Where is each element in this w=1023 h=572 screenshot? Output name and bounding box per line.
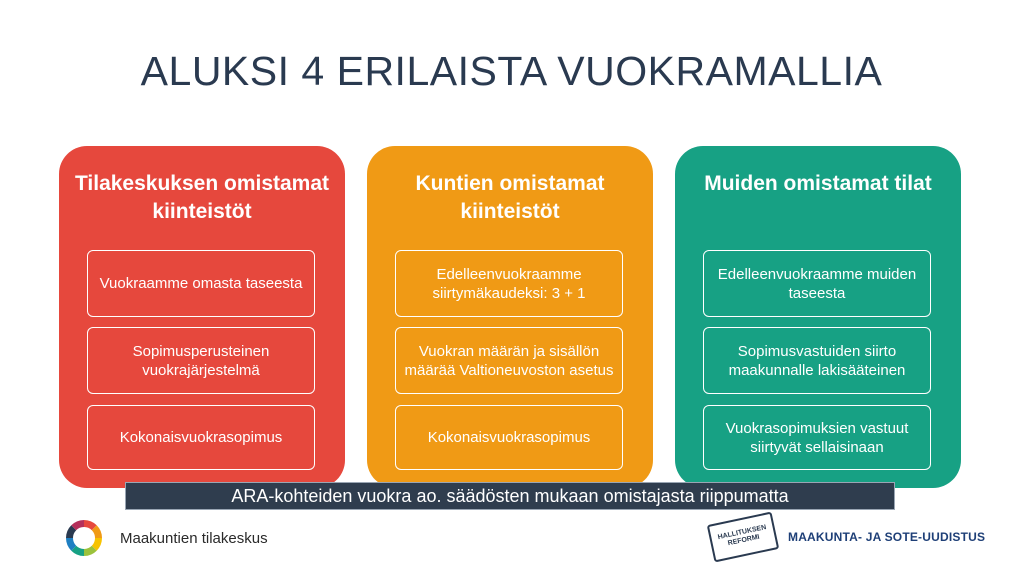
logo-right-text: MAAKUNTA- JA SOTE-UUDISTUS — [788, 530, 986, 544]
slide-title: ALUKSI 4 ERILAISTA VUOKRAMALLIA — [140, 48, 883, 94]
card-item: Edelleenvuokraamme siirtymäkaudeksi: 3 + 1 — [395, 250, 623, 317]
logo-sote-uudistus — [710, 518, 985, 556]
card-item: Edelleenvuokraamme muiden taseesta — [703, 250, 931, 317]
card-item: Vuokraamme omasta taseesta — [87, 250, 315, 317]
card-item: Kokonaisvuokrasopimus — [395, 405, 623, 470]
card-item: Kokonaisvuokrasopimus — [87, 405, 315, 470]
card-muut — [675, 146, 961, 488]
banner: ARA-kohteiden vuokra ao. säädösten mukaan omistajasta riippumatta — [125, 482, 895, 510]
card-item: Vuokrasopimuksien vastuut siirtyvät sellaisinaan — [703, 405, 931, 470]
card-kunnat — [367, 146, 653, 488]
card-item: Sopimusvastuiden siirto maakunnalle lakisääteinen — [703, 327, 931, 394]
card-title: Kuntien omistamat kiinteistöt — [415, 172, 605, 223]
circle-logo-icon — [60, 518, 112, 558]
logo-maakuntien-tilakeskus — [60, 518, 268, 558]
card-item: Vuokran määrän ja sisällön määrää Valtioneuvoston asetus — [395, 327, 623, 394]
card-item: Sopimusperusteinen vuokrajärjestelmä — [87, 327, 315, 394]
card-title: Tilakeskuksen omistamat kiinteistöt — [74, 172, 330, 223]
card-title: Muiden omistamat tilat — [704, 172, 932, 195]
card-tilakeskus — [59, 146, 345, 488]
reform-stamp: HALLITUKSEN REFORMI — [707, 512, 779, 563]
logo-left-text: Maakuntien tilakeskus — [120, 529, 268, 547]
